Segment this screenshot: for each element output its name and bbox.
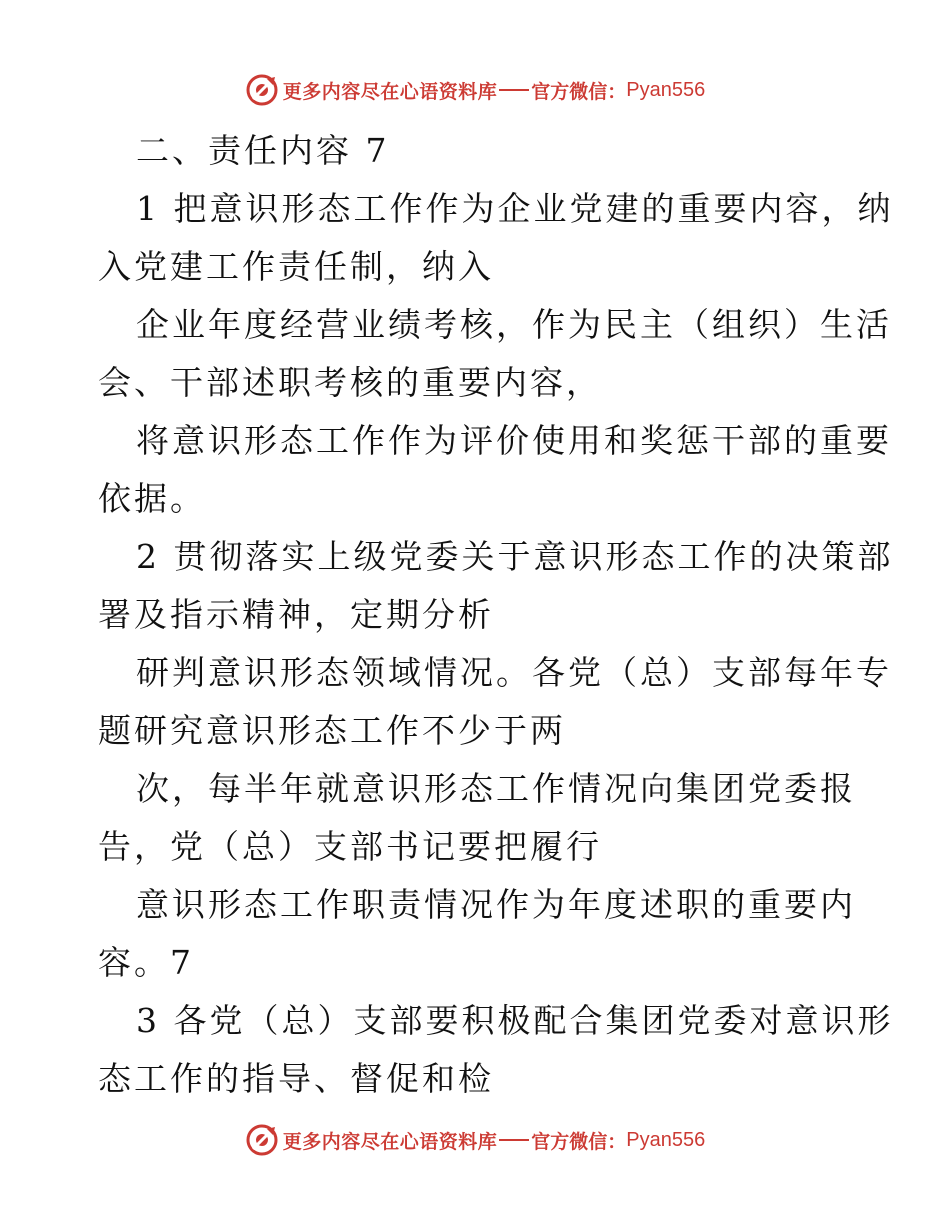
paragraph-line: 态工作的指导、督促和检 [98,1059,494,1098]
banner-dash [499,1139,529,1141]
footer-watermark-banner [0,1120,950,1160]
wechat-id: Pyan556 [626,78,706,101]
paragraph-line: 题研究意识形态工作不少于两 [98,711,566,750]
paragraph-line: 1 把意识形态工作作为企业党建的重要内容，纳 [136,189,894,228]
banner-dash [499,89,529,91]
section-heading: 二、责任内容 7 [136,131,390,170]
paragraph-line: 依据。 [98,479,206,518]
site-name-text: 更多内容尽在心语资料库 [282,1130,498,1153]
paragraph-line: 署及指示精神，定期分析 [98,595,494,634]
wechat-label: 官方微信： [531,80,627,103]
paragraph-line: 研判意识形态领域情况。各党（总）支部每年专 [136,653,892,692]
wechat-id: Pyan556 [626,1128,706,1151]
paragraph-line: 意识形态工作职责情况作为年度述职的重要内 [136,885,856,924]
brand-logo-icon [245,73,279,107]
site-name-text: 更多内容尽在心语资料库 [282,80,498,103]
paragraph-line: 3 各党（总）支部要积极配合集团党委对意识形 [136,1001,894,1040]
header-watermark-banner [0,70,950,110]
paragraph-line: 告，党（总）支部书记要把履行 [98,827,602,866]
paragraph-line: 会、干部述职考核的重要内容， [98,363,602,402]
brand-logo-icon [245,1123,279,1157]
document-body [98,122,894,1108]
wechat-label: 官方微信： [531,1130,627,1153]
paragraph-line: 容。7 [98,943,194,982]
paragraph-line: 企业年度经营业绩考核，作为民主（组织）生活 [136,305,892,344]
paragraph-line: 将意识形态工作作为评价使用和奖惩干部的重要 [136,421,892,460]
paragraph-line: 入党建工作责任制，纳入 [98,247,494,286]
paragraph-line: 次，每半年就意识形态工作情况向集团党委报 [136,769,856,808]
paragraph-line: 2 贯彻落实上级党委关于意识形态工作的决策部 [136,537,894,576]
